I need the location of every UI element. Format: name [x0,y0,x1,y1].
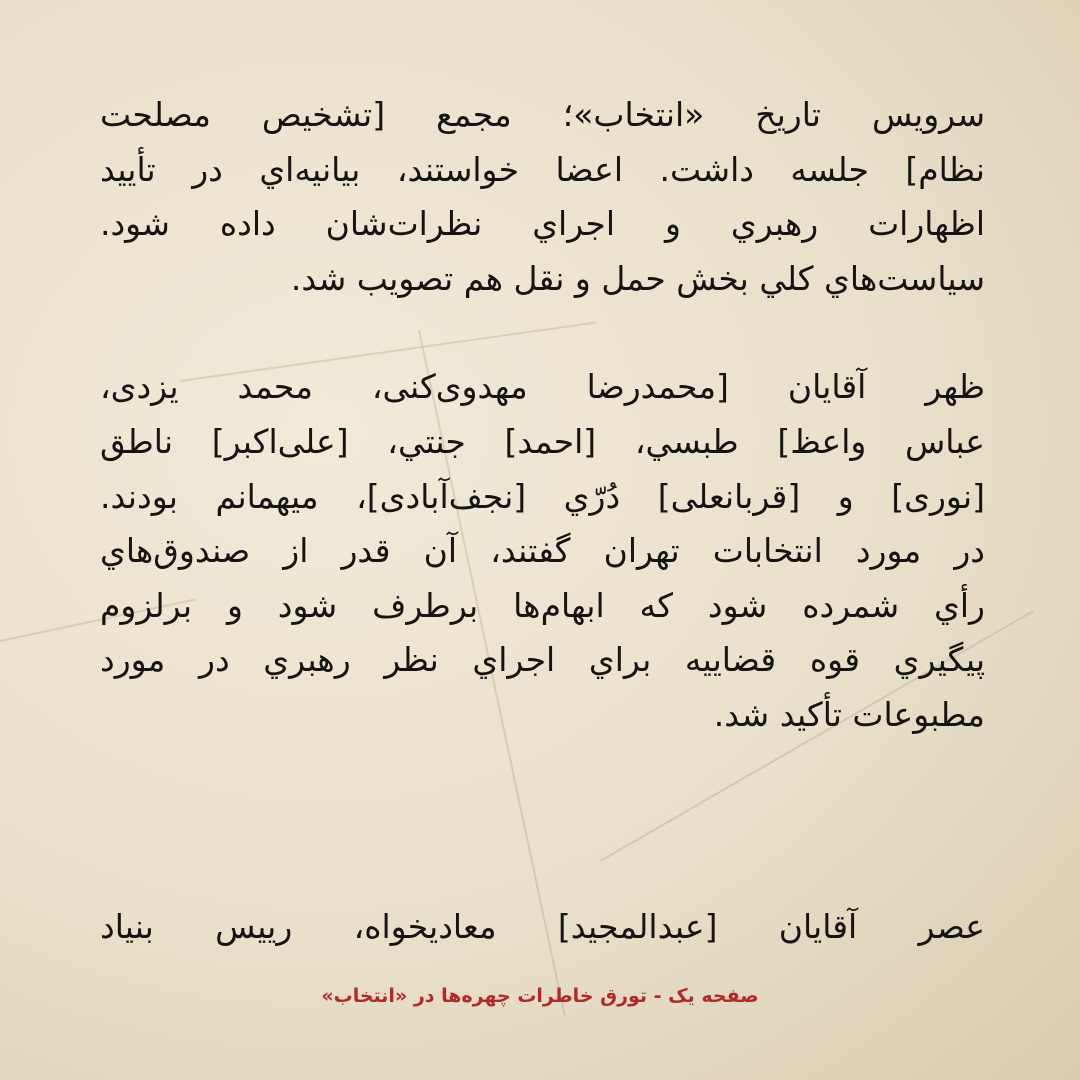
paragraph-3 [100,900,985,955]
text-line: سياست‌هاي كلي بخش حمل و نقل هم تصويب شد. [290,258,985,298]
text-line: عباس واعظ] طبسي، [احمد] جنتي، [علی‌اکبر] ناطق [100,421,985,461]
text-line: پيگيري قوه قضاييه براي اجراي نظر رهبري در مورد [100,640,985,680]
text-line: عصر آقايان [عبدالمجيد] معاديخواه، رييس بنياد [100,907,985,946]
text-line: در مورد انتخابات تهران گفتند، آن قدر از صندوق‌هاي [100,531,985,571]
text-line: نظام] جلسه داشت. اعضا خواستند، بيانيه‌اي در تأييد [100,149,985,189]
text-line: اظهارات رهبري و اجراي نظرات‌شان داده شود. [100,204,985,244]
memoir-text [100,88,985,946]
text-line: رأي شمرده شود كه ابهام‌ها برطرف شود و برلزوم [100,585,985,625]
paragraph-1 [100,88,985,306]
text-line: سرويس تاريخ «انتخاب»؛ مجمع [تشخيص مصلحت [100,95,985,134]
page-footer-caption: صفحه یک - تورق خاطرات چهره‌ها در «انتخاب» [321,985,759,1007]
text-line: مطبوعات تأكيد شد. [713,694,985,734]
text-line: [نوری] و [قربانعلی] دُرّي [نجف‌آبادی]، ميهمانم بودند. [100,476,985,516]
paragraph-2 [100,360,985,742]
text-line: ظهر آقايان [محمدرضا مهدوی‌کنی، محمد يزدی، [100,367,985,407]
